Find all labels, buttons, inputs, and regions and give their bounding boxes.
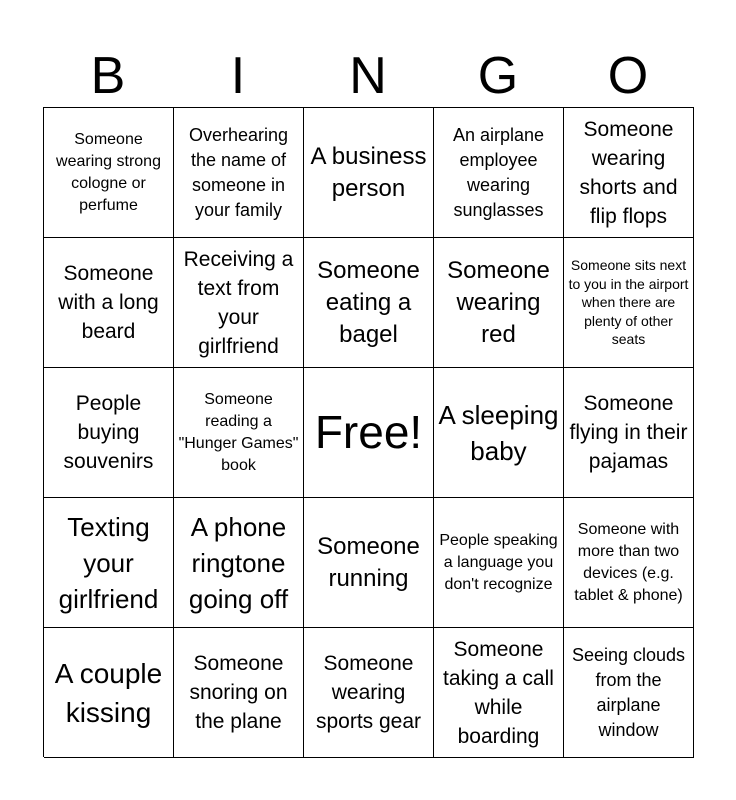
bingo-cell[interactable]: People speaking a language you don't recognize [434,498,564,628]
bingo-cell[interactable]: A sleeping baby [434,368,564,498]
header-letter-o: O [607,47,649,105]
bingo-cell[interactable]: Someone wearing strong cologne or perfume [44,108,174,238]
bingo-cell[interactable]: Receiving a text from your girlfriend [174,238,304,368]
bingo-free-cell[interactable]: Free! [304,368,434,498]
bingo-cell[interactable]: Someone reading a "Hunger Games" book [174,368,304,498]
bingo-cell[interactable]: Texting your girlfriend [44,498,174,628]
bingo-cell[interactable]: A couple kissing [44,628,174,758]
bingo-cell[interactable]: Someone snoring on the plane [174,628,304,758]
header-letter-b: B [90,47,126,105]
header-letter-n: N [349,47,387,105]
bingo-cell[interactable]: Someone flying in their pajamas [564,368,694,498]
bingo-cell[interactable]: Someone with a long beard [44,238,174,368]
bingo-cell[interactable]: Someone taking a call while boarding [434,628,564,758]
bingo-cell[interactable]: Someone running [304,498,434,628]
bingo-header [43,45,693,107]
header-letter-i: I [230,47,246,105]
bingo-cell[interactable]: Overhearing the name of someone in your family [174,108,304,238]
bingo-cell[interactable]: Someone wearing sports gear [304,628,434,758]
header-letter-g: G [477,47,519,105]
bingo-card-grid [43,107,694,757]
bingo-cell[interactable]: Seeing clouds from the airplane window [564,628,694,758]
bingo-cell[interactable]: Someone sits next to you in the airport when there are plenty of other seats [564,238,694,368]
bingo-cell[interactable]: Someone with more than two devices (e.g. tablet & phone) [564,498,694,628]
bingo-cell[interactable]: People buying souvenirs [44,368,174,498]
bingo-cell[interactable]: Someone wearing red [434,238,564,368]
bingo-cell[interactable]: An airplane employee wearing sunglasses [434,108,564,238]
bingo-cell[interactable]: A phone ringtone going off [174,498,304,628]
bingo-cell[interactable]: Someone eating a bagel [304,238,434,368]
bingo-cell[interactable]: Someone wearing shorts and flip flops [564,108,694,238]
bingo-cell[interactable]: A business person [304,108,434,238]
